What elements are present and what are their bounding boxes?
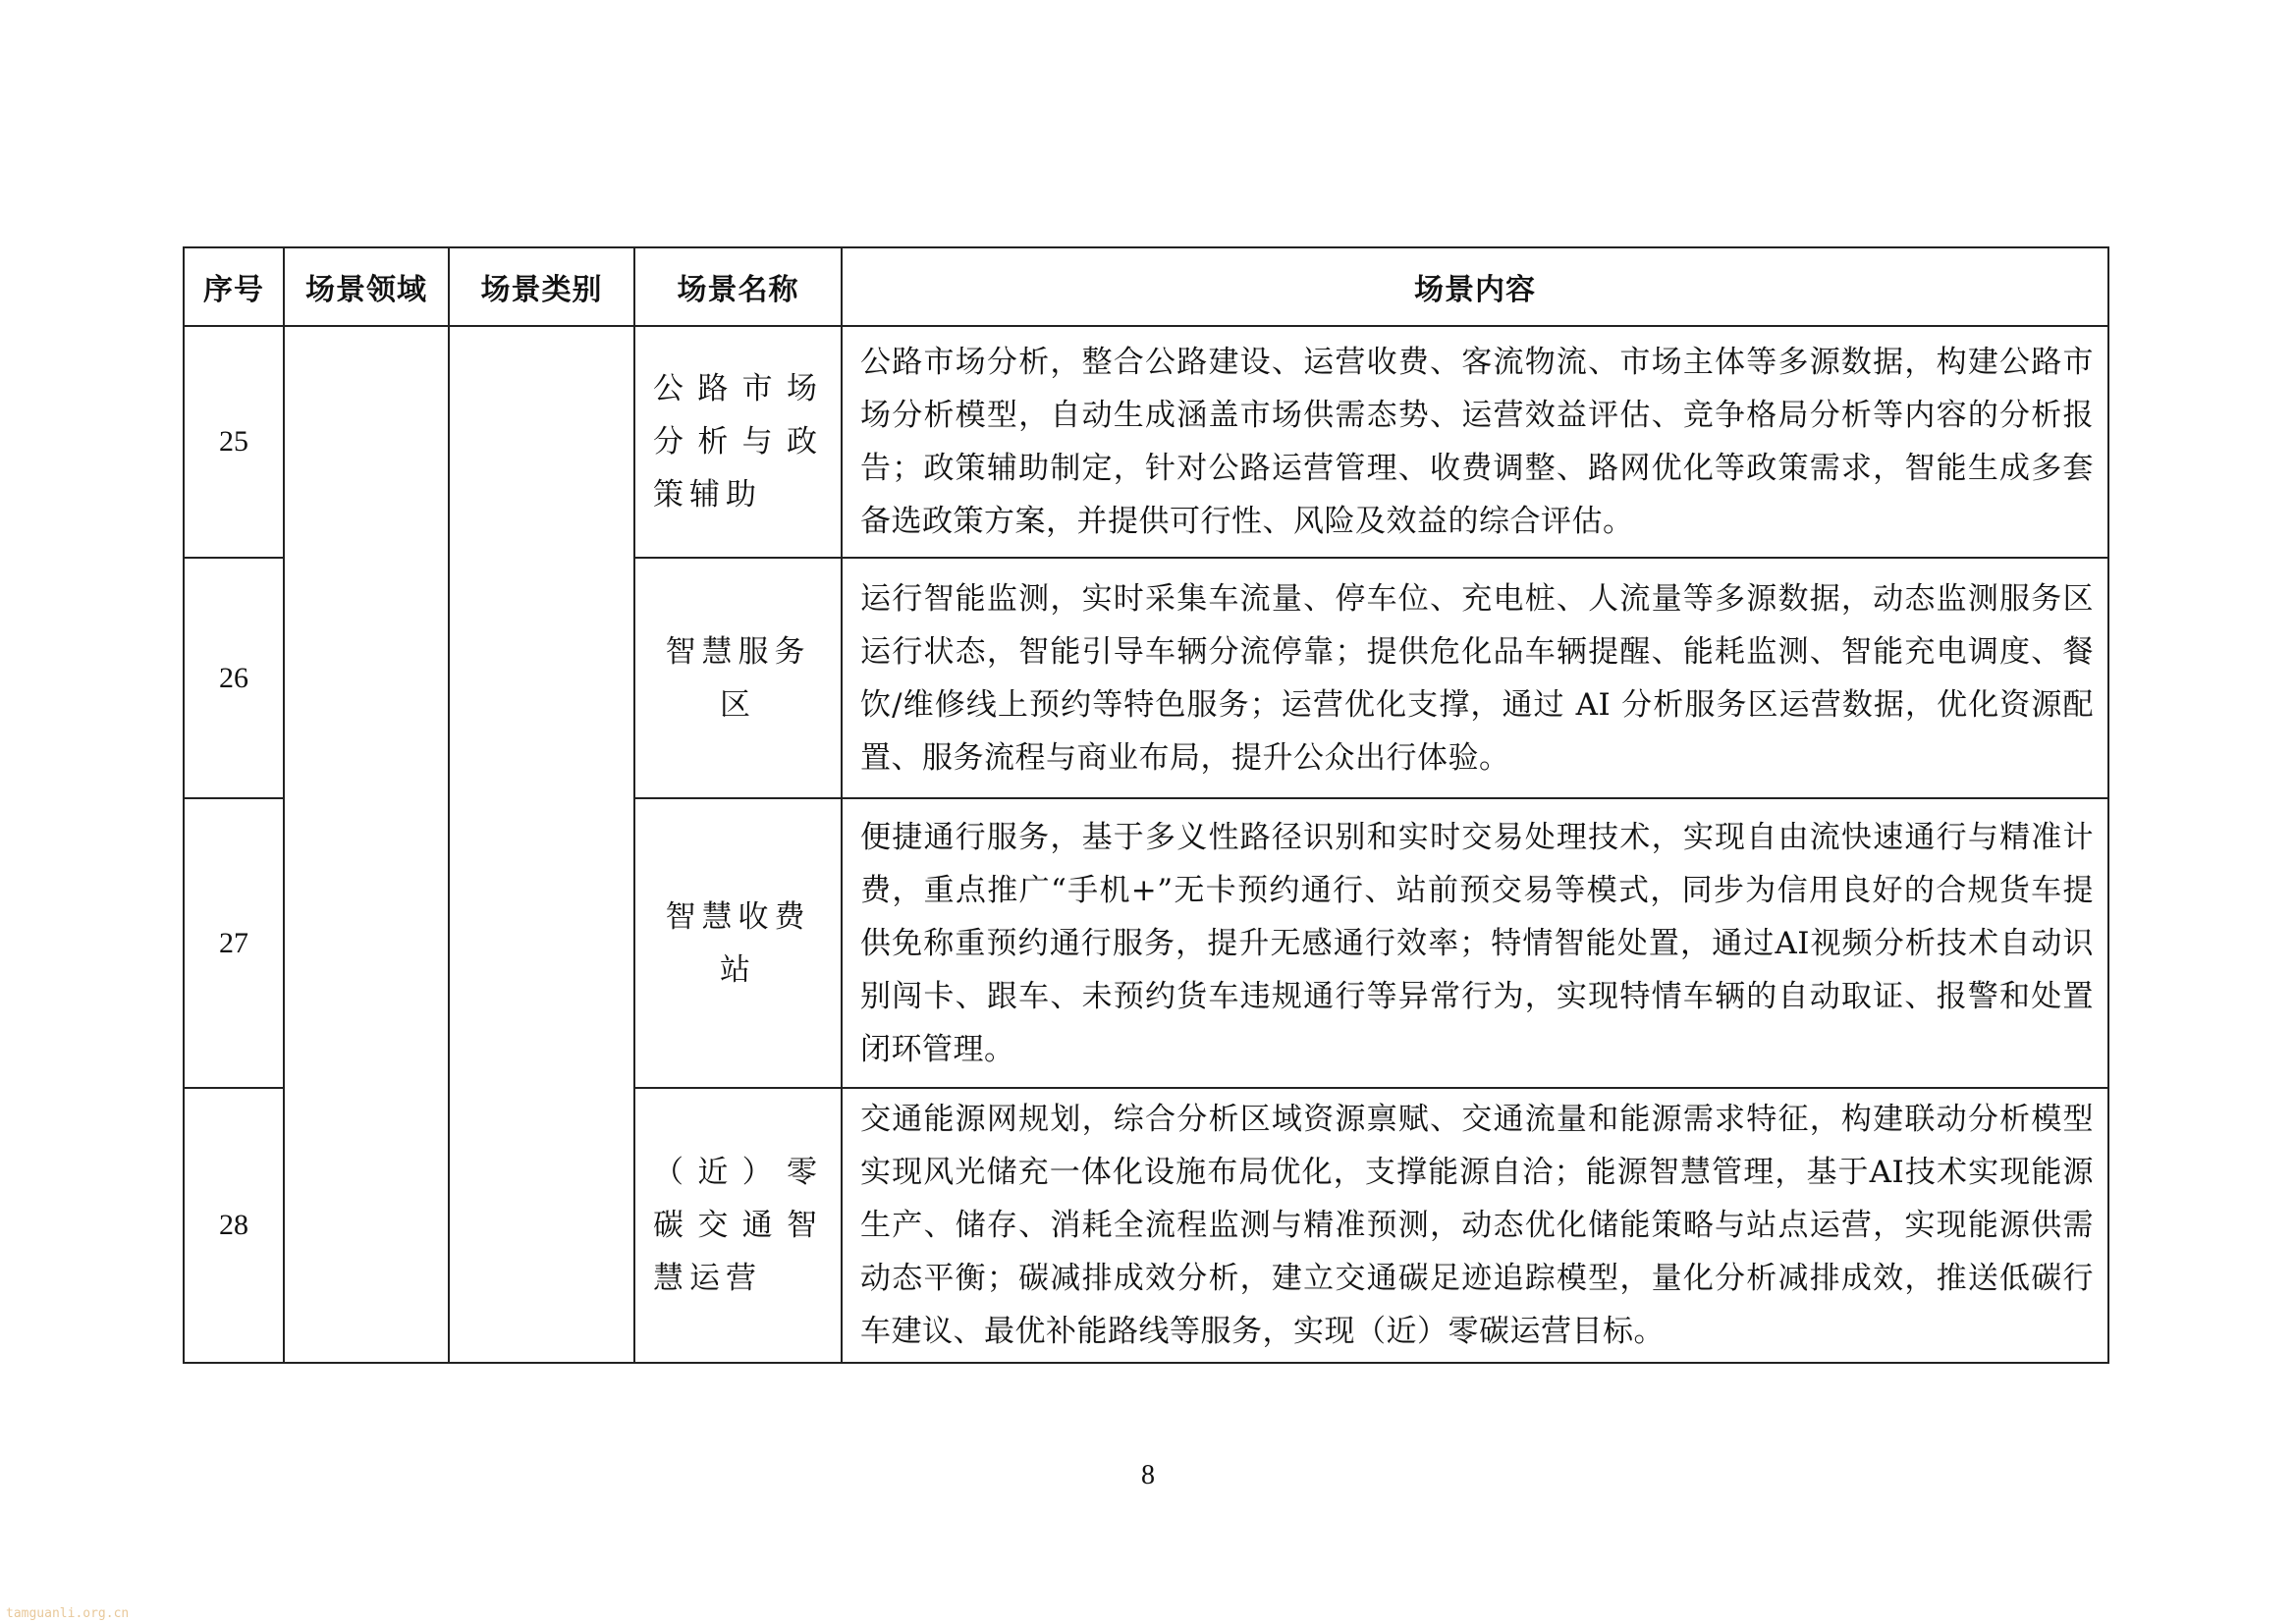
- page-number: 8: [1141, 1460, 1155, 1490]
- scenario-name: 公路市场分析与政策辅助: [634, 326, 842, 558]
- scenario-content: 交通能源网规划，综合分析区域资源禀赋、交通流量和能源需求特征，构建联动分析模型实现风光储充一体化设施布局优化，支撑能源自洽；能源智慧管理，基于AI技术实现能源生产、储存、消耗全流程监测与精准预测，动态优化储能策略与站点运营，实现能源供需动态平衡；碳减排成效分析，建立交通碳足迹追踪模型，量化分析减排成效，推送低碳行车建议、最优补能路线等服务，实现（近）零碳运营目标。: [842, 1088, 2108, 1363]
- scenario-name: 智慧服务区: [634, 558, 842, 798]
- domain-cell-merged: [284, 326, 449, 1363]
- category-cell-merged: [449, 326, 634, 1363]
- scenario-name: （近）零碳交通智慧运营: [634, 1088, 842, 1363]
- scenario-name: 智慧收费站: [634, 798, 842, 1088]
- scenario-content: 运行智能监测，实时采集车流量、停车位、充电桩、人流量等多源数据，动态监测服务区运行状态，智能引导车辆分流停靠；提供危化品车辆提醒、能耗监测、智能充电调度、餐饮/维修线上预约等特色服务；运营优化支撑，通过 AI 分析服务区运营数据，优化资源配置、服务流程与商业布局，提升公众出行体验。: [842, 558, 2108, 798]
- scenario-content: 公路市场分析，整合公路建设、运营收费、客流物流、市场主体等多源数据，构建公路市场分析模型，自动生成涵盖市场供需态势、运营效益评估、竞争格局分析等内容的分析报告；政策辅助制定，针对公路运营管理、收费调整、路网优化等政策需求，智能生成多套备选政策方案，并提供可行性、风险及效益的综合评估。: [842, 326, 2108, 558]
- header-no: 序号: [184, 247, 284, 326]
- watermark: tamguanli.org.cn: [6, 1606, 130, 1621]
- row-number: 28: [184, 1088, 284, 1363]
- scenario-table: [183, 246, 2109, 1364]
- row-number: 25: [184, 326, 284, 558]
- table-header: [184, 247, 2108, 326]
- row-number: 26: [184, 558, 284, 798]
- table-row: [184, 326, 2108, 558]
- header-domain: 场景领域: [284, 247, 449, 326]
- header-name: 场景名称: [634, 247, 842, 326]
- scenario-content: 便捷通行服务，基于多义性路径识别和实时交易处理技术，实现自由流快速通行与精准计费，重点推广“手机+”无卡预约通行、站前预交易等模式，同步为信用良好的合规货车提供免称重预约通行服务，提升无感通行效率；特情智能处置，通过AI视频分析技术自动识别闯卡、跟车、未预约货车违规通行等异常行为，实现特情车辆的自动取证、报警和处置闭环管理。: [842, 798, 2108, 1088]
- row-number: 27: [184, 798, 284, 1088]
- header-category: 场景类别: [449, 247, 634, 326]
- header-content: 场景内容: [842, 247, 2108, 326]
